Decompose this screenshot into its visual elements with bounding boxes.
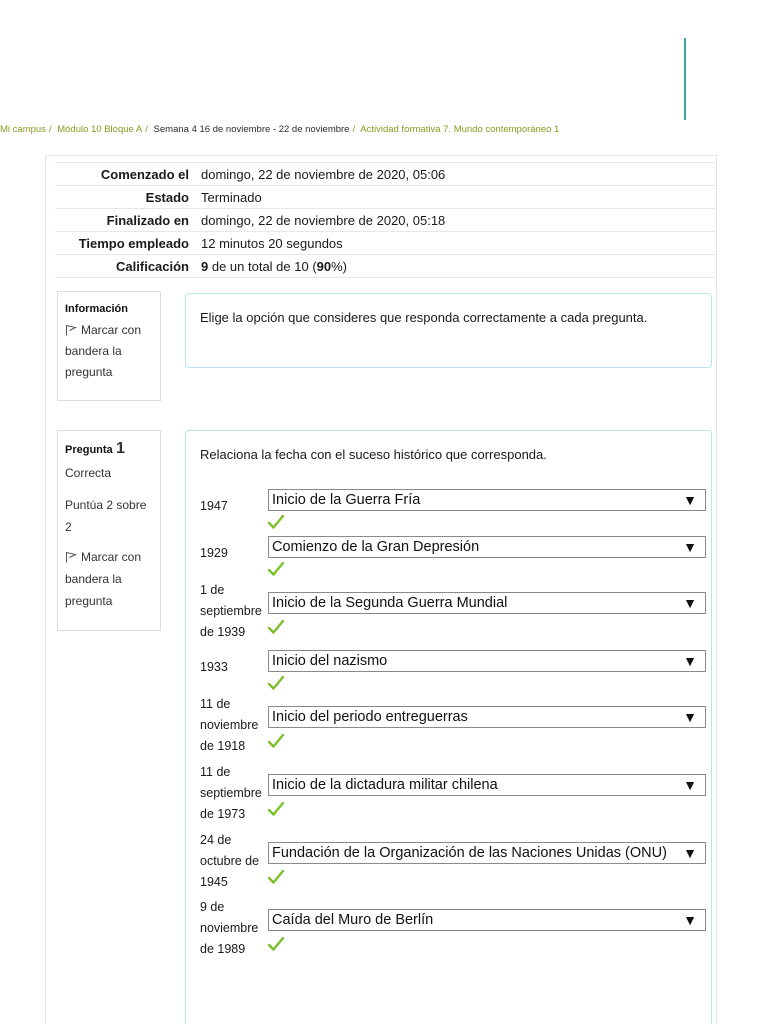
breadcrumb-item-week: Semana 4 16 de noviembre - 22 de noviembre <box>153 124 350 135</box>
match-date: 11 de noviembre de 1918 <box>200 697 259 753</box>
triangle-down-icon: ▼ <box>683 492 697 508</box>
info-text: Elige la opción que consideres que responda correctamente a cada pregunta. <box>200 310 648 325</box>
summary-value: Terminado <box>197 186 715 209</box>
flag-label: Marcar con bandera la pregunta <box>65 323 142 379</box>
grade-score: 9 <box>201 258 209 274</box>
question-status: Correcta <box>65 466 112 480</box>
flag-outline-icon <box>65 551 77 563</box>
match-date: 1 de septiembre de 1939 <box>200 583 262 639</box>
checkmark-icon <box>268 937 284 951</box>
summary-value: domingo, 22 de noviembre de 2020, 05:18 <box>197 209 715 232</box>
grade-value <box>197 255 715 278</box>
flag-label: Marcar con bandera la pregunta <box>65 550 142 608</box>
checkmark-icon <box>268 802 284 816</box>
summary-label: Finalizado en <box>55 209 197 232</box>
attempt-summary-table <box>55 162 715 278</box>
summary-row-finished <box>55 209 715 232</box>
breadcrumb-separator: / <box>352 124 356 135</box>
match-date: 1933 <box>200 660 228 674</box>
checkmark-icon <box>268 734 284 748</box>
question-number-value: 1 <box>116 440 125 457</box>
answer-selected-value: Fundación de la Organización de las Naciones Unidas (ONU) <box>272 845 667 861</box>
triangle-down-icon: ▼ <box>683 595 697 611</box>
checkmark-icon <box>268 562 284 576</box>
summary-label: Estado <box>55 186 197 209</box>
breadcrumb-item-campus[interactable]: Mi campus <box>0 124 46 135</box>
flag-question-link[interactable] <box>65 320 154 383</box>
summary-row-started <box>55 163 715 186</box>
summary-value: domingo, 22 de noviembre de 2020, 05:06 <box>197 163 715 186</box>
breadcrumb <box>0 124 768 135</box>
match-date: 24 de octubre de 1945 <box>200 833 260 889</box>
question-prefix: Pregunta <box>65 444 113 456</box>
answer-select[interactable] <box>268 489 706 511</box>
triangle-down-icon: ▼ <box>683 845 697 861</box>
info-content-panel <box>185 293 712 368</box>
checkmark-icon <box>268 676 284 690</box>
answer-selected-value: Inicio del periodo entreguerras <box>272 709 468 725</box>
answer-select[interactable] <box>268 536 706 558</box>
checkmark-icon <box>268 515 284 529</box>
summary-row-time <box>55 232 715 255</box>
answer-select[interactable] <box>268 842 706 864</box>
answer-select[interactable] <box>268 774 706 796</box>
breadcrumb-item-activity[interactable]: Actividad formativa 7. Mundo contemporáneo 1 <box>360 124 560 135</box>
breadcrumb-separator: / <box>145 124 148 135</box>
checkmark-icon <box>268 870 284 884</box>
triangle-down-icon: ▼ <box>683 709 697 725</box>
summary-row-state <box>55 186 715 209</box>
answer-select[interactable] <box>268 592 706 614</box>
question-number <box>65 437 154 462</box>
answer-selected-value: Caída del Muro de Berlín <box>272 912 434 928</box>
question-score: Puntúa 2 sobre 2 <box>65 498 147 534</box>
summary-label: Calificación <box>55 255 197 278</box>
breadcrumb-item-module[interactable]: Módulo 10 Bloque A <box>57 124 143 135</box>
breadcrumb-separator: / <box>48 124 52 135</box>
question-prompt: Relaciona la fecha con el suceso histórico que corresponda. <box>200 447 547 462</box>
flag-question-link[interactable] <box>65 546 154 612</box>
checkmark-icon <box>268 620 284 634</box>
answer-select[interactable] <box>268 650 706 672</box>
triangle-down-icon: ▼ <box>683 539 697 555</box>
answer-select[interactable] <box>268 706 706 728</box>
triangle-down-icon: ▼ <box>683 653 697 669</box>
grade-end: %) <box>331 258 348 274</box>
triangle-down-icon: ▼ <box>683 912 697 928</box>
question-info-block <box>57 430 161 631</box>
summary-label: Comenzado el <box>55 163 197 186</box>
match-date: 1947 <box>200 499 228 513</box>
answer-selected-value: Inicio de la dictadura militar chilena <box>272 777 498 793</box>
match-date: 1929 <box>200 546 228 560</box>
answer-selected-value: Inicio de la Guerra Fría <box>272 492 421 508</box>
match-date: 9 de noviembre de 1989 <box>200 900 259 956</box>
flag-outline-icon <box>65 324 77 336</box>
summary-label: Tiempo empleado <box>55 232 197 255</box>
summary-row-grade <box>55 255 715 278</box>
grade-total: de un total de 10 ( <box>208 258 317 274</box>
answer-selected-value: Comienzo de la Gran Depresión <box>272 539 480 555</box>
answer-selected-value: Inicio de la Segunda Guerra Mundial <box>272 595 508 611</box>
match-date: 11 de septiembre de 1973 <box>200 765 262 821</box>
summary-value: 12 minutos 20 segundos <box>197 232 715 255</box>
info-side-block <box>57 291 161 401</box>
answer-select[interactable] <box>268 909 706 931</box>
triangle-down-icon: ▼ <box>683 777 697 793</box>
answer-selected-value: Inicio del nazismo <box>272 653 388 669</box>
header-divider <box>684 38 686 120</box>
grade-percent: 90 <box>316 258 332 274</box>
info-title: Información <box>65 303 128 315</box>
